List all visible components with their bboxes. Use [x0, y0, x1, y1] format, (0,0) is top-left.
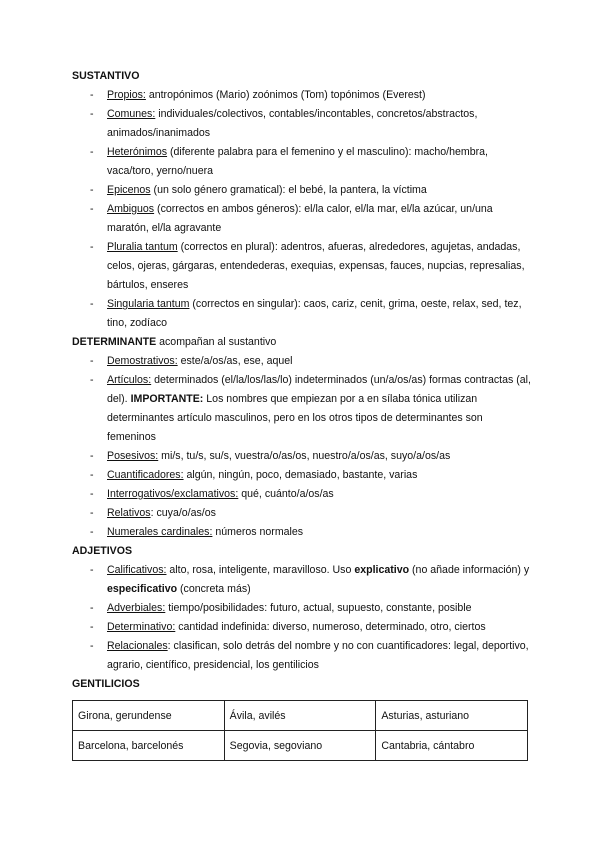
- table-cell: Cantabria, cántabro: [376, 731, 528, 761]
- gentilicios-table: [72, 700, 528, 761]
- list-item: - Epicenos (un solo género gramatical): el bebé, la pantera, la víctima: [72, 181, 532, 200]
- list-item: - Relacionales: clasifican, solo detrás del nombre y no con cuantificadores: legal, deportivo, agrario, científico, presidencial, los gentilicios: [72, 637, 532, 675]
- document-content: [72, 67, 532, 761]
- list-item: - Comunes: individuales/colectivos, contables/incontables, concretos/abstractos, animados/inanimados: [72, 105, 532, 143]
- list-item: - Propios: antropónimos (Mario) zoónimos (Tom) topónimos (Everest): [72, 86, 532, 105]
- list-sustantivo: [72, 86, 532, 333]
- list-item: - Heterónimos (diferente palabra para el femenino y el masculino): macho/hembra, vaca/toro, yerno/nuera: [72, 143, 532, 181]
- table-cell: Ávila, avilés: [224, 701, 376, 731]
- list-item: - Relativos: cuya/o/as/os: [72, 504, 532, 523]
- list-item: - Artículos: determinados (el/la/los/las/lo) indeterminados (un/a/os/as) formas contractas (al, del). IMPORTANTE: Los nombres que empiezan por a en sílaba tónica utilizan determinantes artículo masculinos, pero en los otros tipos de determinantes son femeninos: [72, 371, 532, 447]
- list-item: - Demostrativos: este/a/os/as, ese, aquel: [72, 352, 532, 371]
- table-cell: Barcelona, barcelonés: [73, 731, 225, 761]
- heading-gentilicios: GENTILICIOS: [72, 678, 140, 690]
- table-cell: Asturias, asturiano: [376, 701, 528, 731]
- heading-adjetivos: ADJETIVOS: [72, 545, 133, 557]
- table-cell: Segovia, segoviano: [224, 731, 376, 761]
- heading-sustantivo: SUSTANTIVO: [72, 70, 140, 82]
- list-determinante: [72, 352, 532, 542]
- list-item: - Posesivos: mi/s, tu/s, su/s, vuestra/o/as/os, nuestro/a/os/as, suyo/a/os/as: [72, 447, 532, 466]
- list-item: - Numerales cardinales: números normales: [72, 523, 532, 542]
- list-item: - Singularia tantum (correctos en singular): caos, cariz, cenit, grima, oeste, relax, sed, tez, tino, zodíaco: [72, 295, 532, 333]
- heading-determinante: DETERMINANTE: [72, 336, 157, 348]
- list-item: - Calificativos: alto, rosa, inteligente, maravilloso. Uso explicativo (no añade información) y especificativo (concreta más): [72, 561, 532, 599]
- table-row: [73, 701, 528, 731]
- heading-determinante-line: DETERMINANTE acompañan al sustantivo: [72, 336, 277, 348]
- table-row: [73, 731, 528, 761]
- list-item: - Pluralia tantum (correctos en plural): adentros, afueras, alrededores, agujetas, andadas, celos, ojeras, gárgaras, entendederas, exequias, expensas, fauces, nupcias, represalias, bártulos, enseres: [72, 238, 532, 295]
- list-adjetivos: [72, 561, 532, 675]
- list-item: - Determinativo: cantidad indefinida: diverso, numeroso, determinado, otro, ciertos: [72, 618, 532, 637]
- list-item: - Adverbiales: tiempo/posibilidades: futuro, actual, supuesto, constante, posible: [72, 599, 532, 618]
- table-cell: Girona, gerundense: [73, 701, 225, 731]
- list-item: - Ambiguos (correctos en ambos géneros): el/la calor, el/la mar, el/la azúcar, un/una maratón, el/la agravante: [72, 200, 532, 238]
- list-item: - Cuantificadores: algún, ningún, poco, demasiado, bastante, varias: [72, 466, 532, 485]
- list-item: - Interrogativos/exclamativos: qué, cuánto/a/os/as: [72, 485, 532, 504]
